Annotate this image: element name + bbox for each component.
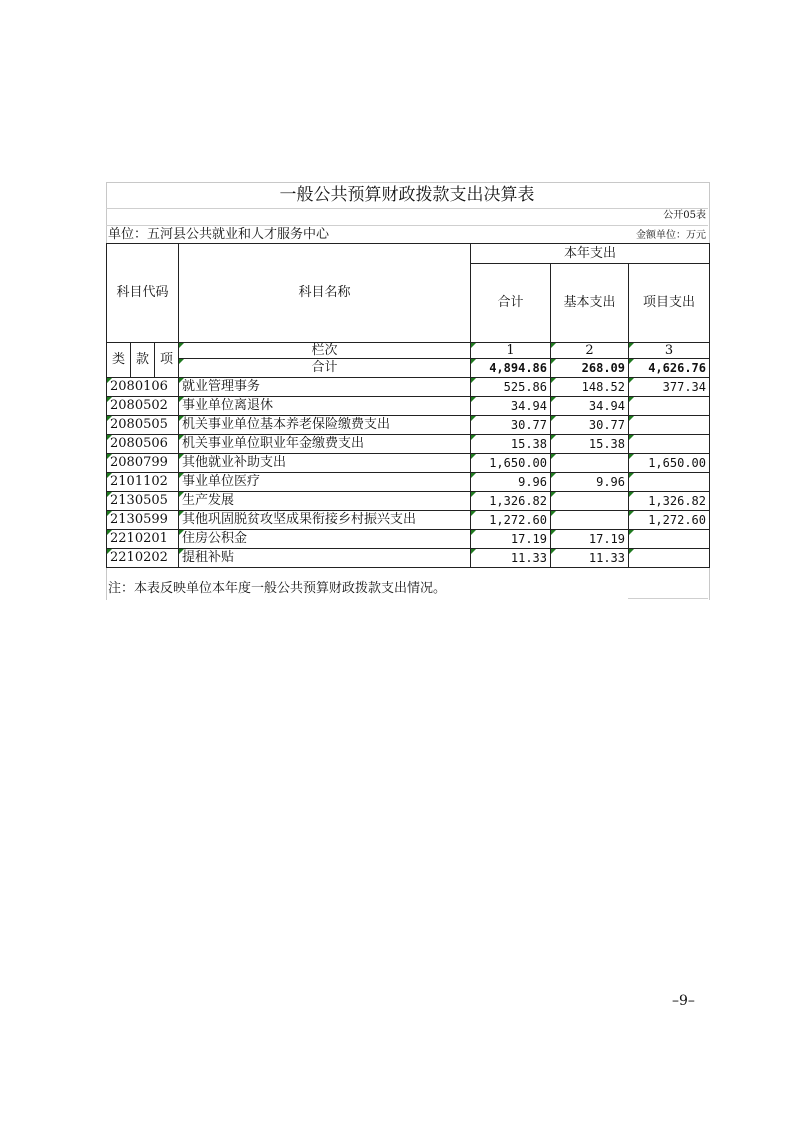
table-row [107,454,710,473]
row-total: 15.38 [471,435,551,454]
form-number-divider [106,225,708,226]
header-kuan: 款 [131,343,155,378]
header-subject-name: 科目名称 [179,244,471,343]
row-code: 2080799 [107,454,179,473]
table-row [107,511,710,530]
table-row [107,435,710,454]
title-divider [106,208,708,209]
row-code: 2130599 [107,511,179,530]
row-project: 1,272.60 [629,511,710,530]
table-row [107,378,710,397]
row-total: 11.33 [471,549,551,568]
row-total: 17.19 [471,530,551,549]
row-code: 2080106 [107,378,179,397]
row-code: 2210201 [107,530,179,549]
page-title: 一般公共预算财政拨款支出决算表 [279,185,535,205]
row-project [629,473,710,492]
row-code: 2080506 [107,435,179,454]
column-number-1: 1 [471,343,551,359]
row-total: 1,326.82 [471,492,551,511]
row-code: 2080502 [107,397,179,416]
row-basic: 30.77 [551,416,629,435]
row-project [629,397,710,416]
row-total: 30.77 [471,416,551,435]
row-code: 2101102 [107,473,179,492]
row-total: 9.96 [471,473,551,492]
row-name: 机关事业单位基本养老保险缴费支出 [179,416,471,435]
row-name: 就业管理事务 [179,378,471,397]
row-name: 其他巩固脱贫攻坚成果衔接乡村振兴支出 [179,511,471,530]
column-number-3: 3 [629,343,710,359]
row-basic: 34.94 [551,397,629,416]
table-row [107,397,710,416]
header-subject-code: 科目代码 [107,244,179,343]
row-project: 377.34 [629,378,710,397]
row-project: 1,326.82 [629,492,710,511]
table-row [107,473,710,492]
row-basic [551,454,629,473]
table-note: 注：本表反映单位本年度一般公共预算财政拨款支出情况。 [108,581,447,596]
table-row [107,492,710,511]
row-basic: 15.38 [551,435,629,454]
total-row-basic: 268.09 [551,359,629,378]
row-total: 34.94 [471,397,551,416]
row-total: 1,650.00 [471,454,551,473]
row-total: 1,272.60 [471,511,551,530]
total-row-project: 4,626.76 [629,359,710,378]
expenditure-table [106,243,710,568]
row-name: 提租补贴 [179,549,471,568]
column-number-2: 2 [551,343,629,359]
row-basic [551,492,629,511]
row-basic [551,511,629,530]
row-basic: 17.19 [551,530,629,549]
row-code: 2210202 [107,549,179,568]
form-number: 公开05表 [663,210,706,221]
row-name: 住房公积金 [179,530,471,549]
header-column-no: 栏次 [179,343,471,359]
row-project [629,549,710,568]
page-number: –9– [672,993,695,1009]
row-code: 2080505 [107,416,179,435]
total-row-total: 4,894.86 [471,359,551,378]
row-code: 2130505 [107,492,179,511]
row-basic: 11.33 [551,549,629,568]
row-total: 525.86 [471,378,551,397]
row-project: 1,650.00 [629,454,710,473]
table-row [107,530,710,549]
header-current-year: 本年支出 [471,244,710,264]
row-project [629,435,710,454]
money-unit-label: 金额单位：万元 [636,230,706,241]
row-name: 生产发展 [179,492,471,511]
row-project [629,416,710,435]
row-project [629,530,710,549]
table-row [107,549,710,568]
row-name: 事业单位医疗 [179,473,471,492]
row-name: 机关事业单位职业年金缴费支出 [179,435,471,454]
total-row-label: 合计 [179,359,471,378]
header-basic: 基本支出 [551,264,629,343]
header-project: 项目支出 [629,264,710,343]
row-name: 其他就业补助支出 [179,454,471,473]
bottom-grey-line [628,598,708,599]
header-total: 合计 [471,264,551,343]
row-basic: 9.96 [551,473,629,492]
unit-label: 单位：五河县公共就业和人才服务中心 [108,227,330,242]
row-name: 事业单位离退休 [179,397,471,416]
row-basic: 148.52 [551,378,629,397]
header-xiang: 项 [155,343,179,378]
table-row [107,416,710,435]
header-lei: 类 [107,343,131,378]
